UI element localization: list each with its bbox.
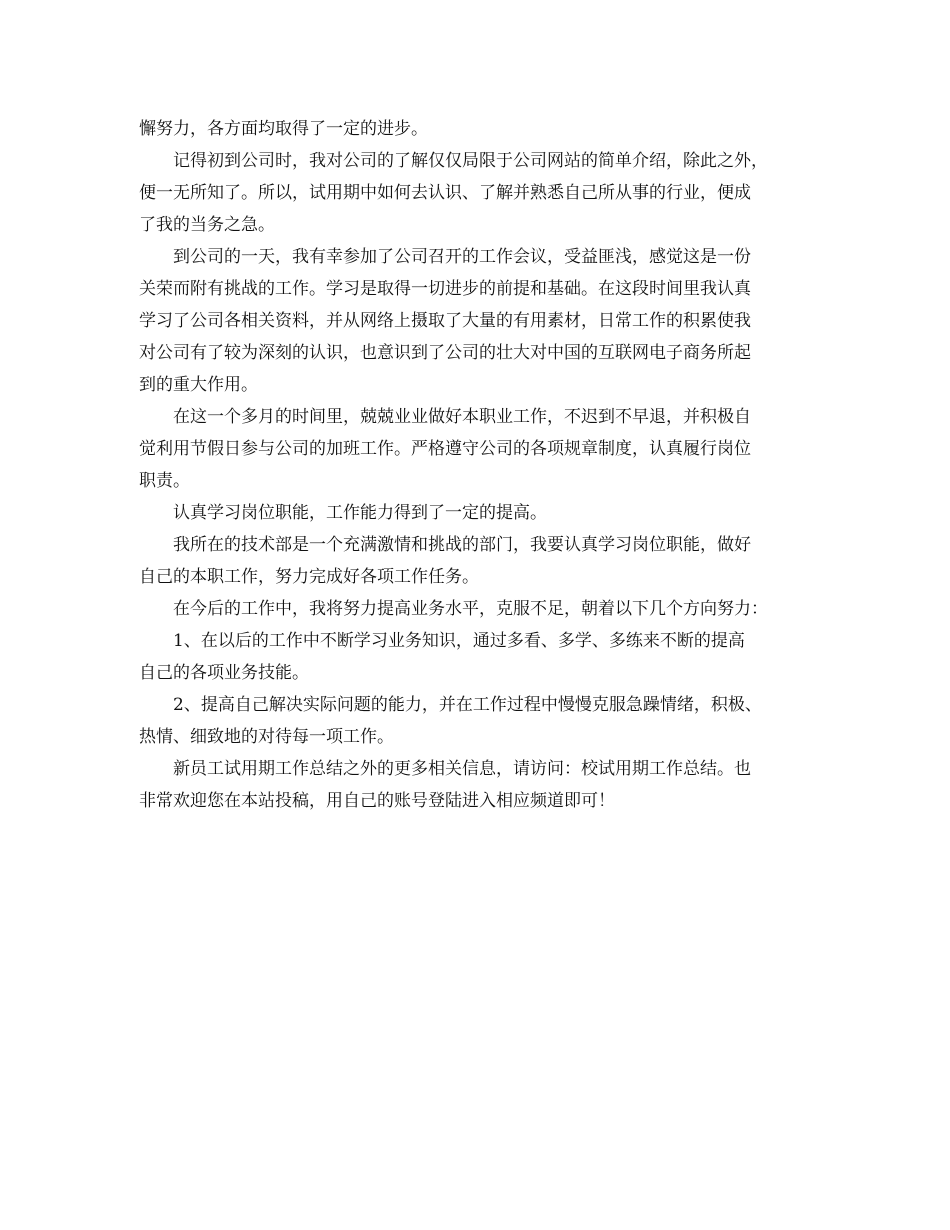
text-line: 非常欢迎您在本站投稿，用自己的账号登陆进入相应频道即可！ bbox=[139, 791, 615, 811]
text-line: 记得初到公司时，我对公司的了解仅仅局限于公司网站的简单介绍，除此之外， bbox=[173, 151, 768, 171]
text-line: 热情、细致地的对待每一项工作。 bbox=[139, 727, 394, 747]
text-line: 在今后的工作中，我将努力提高业务水平，克服不足，朝着以下几个方向努力： bbox=[173, 599, 768, 619]
text-line: 2、提高自己解决实际问题的能力，并在工作过程中慢慢克服急躁情绪，积极、 bbox=[173, 695, 762, 715]
text-line: 关荣而附有挑战的工作。学习是取得一切进步的前提和基础。在这段时间里我认真 bbox=[139, 279, 751, 299]
text-line: 在这一个多月的时间里，兢兢业业做好本职业工作，不迟到不早退，并积极自 bbox=[173, 407, 751, 427]
text-line: 1、在以后的工作中不断学习业务知识，通过多看、多学、多练来不断的提高 bbox=[173, 631, 745, 651]
text-line: 学习了公司各相关资料，并从网络上摄取了大量的有用素材，日常工作的积累使我 bbox=[139, 311, 751, 331]
text-line: 自己的本职工作，努力完成好各项工作任务。 bbox=[139, 567, 479, 587]
document-body bbox=[139, 113, 819, 817]
text-line: 到的重大作用。 bbox=[139, 375, 258, 395]
text-line: 觉利用节假日参与公司的加班工作。严格遵守公司的各项规章制度，认真履行岗位 bbox=[139, 439, 751, 459]
text-line: 便一无所知了。所以，试用期中如何去认识、了解并熟悉自己所从事的行业，便成 bbox=[139, 183, 751, 203]
text-line: 自己的各项业务技能。 bbox=[139, 663, 309, 683]
text-line: 到公司的一天，我有幸参加了公司召开的工作会议，受益匪浅，感觉这是一份 bbox=[173, 247, 751, 267]
text-line: 认真学习岗位职能，工作能力得到了一定的提高。 bbox=[173, 503, 547, 523]
text-line: 我所在的技术部是一个充满激情和挑战的部门，我要认真学习岗位职能，做好 bbox=[173, 535, 751, 555]
text-line: 对公司有了较为深刻的认识，也意识到了公司的壮大对中国的互联网电子商务所起 bbox=[139, 343, 751, 363]
text-line: 懈努力，各方面均取得了一定的进步。 bbox=[139, 119, 428, 139]
text-line: 新员工试用期工作总结之外的更多相关信息，请访问：校试用期工作总结。也 bbox=[173, 759, 751, 779]
text-line: 职责。 bbox=[139, 471, 190, 491]
text-line: 了我的当务之急。 bbox=[139, 215, 275, 235]
